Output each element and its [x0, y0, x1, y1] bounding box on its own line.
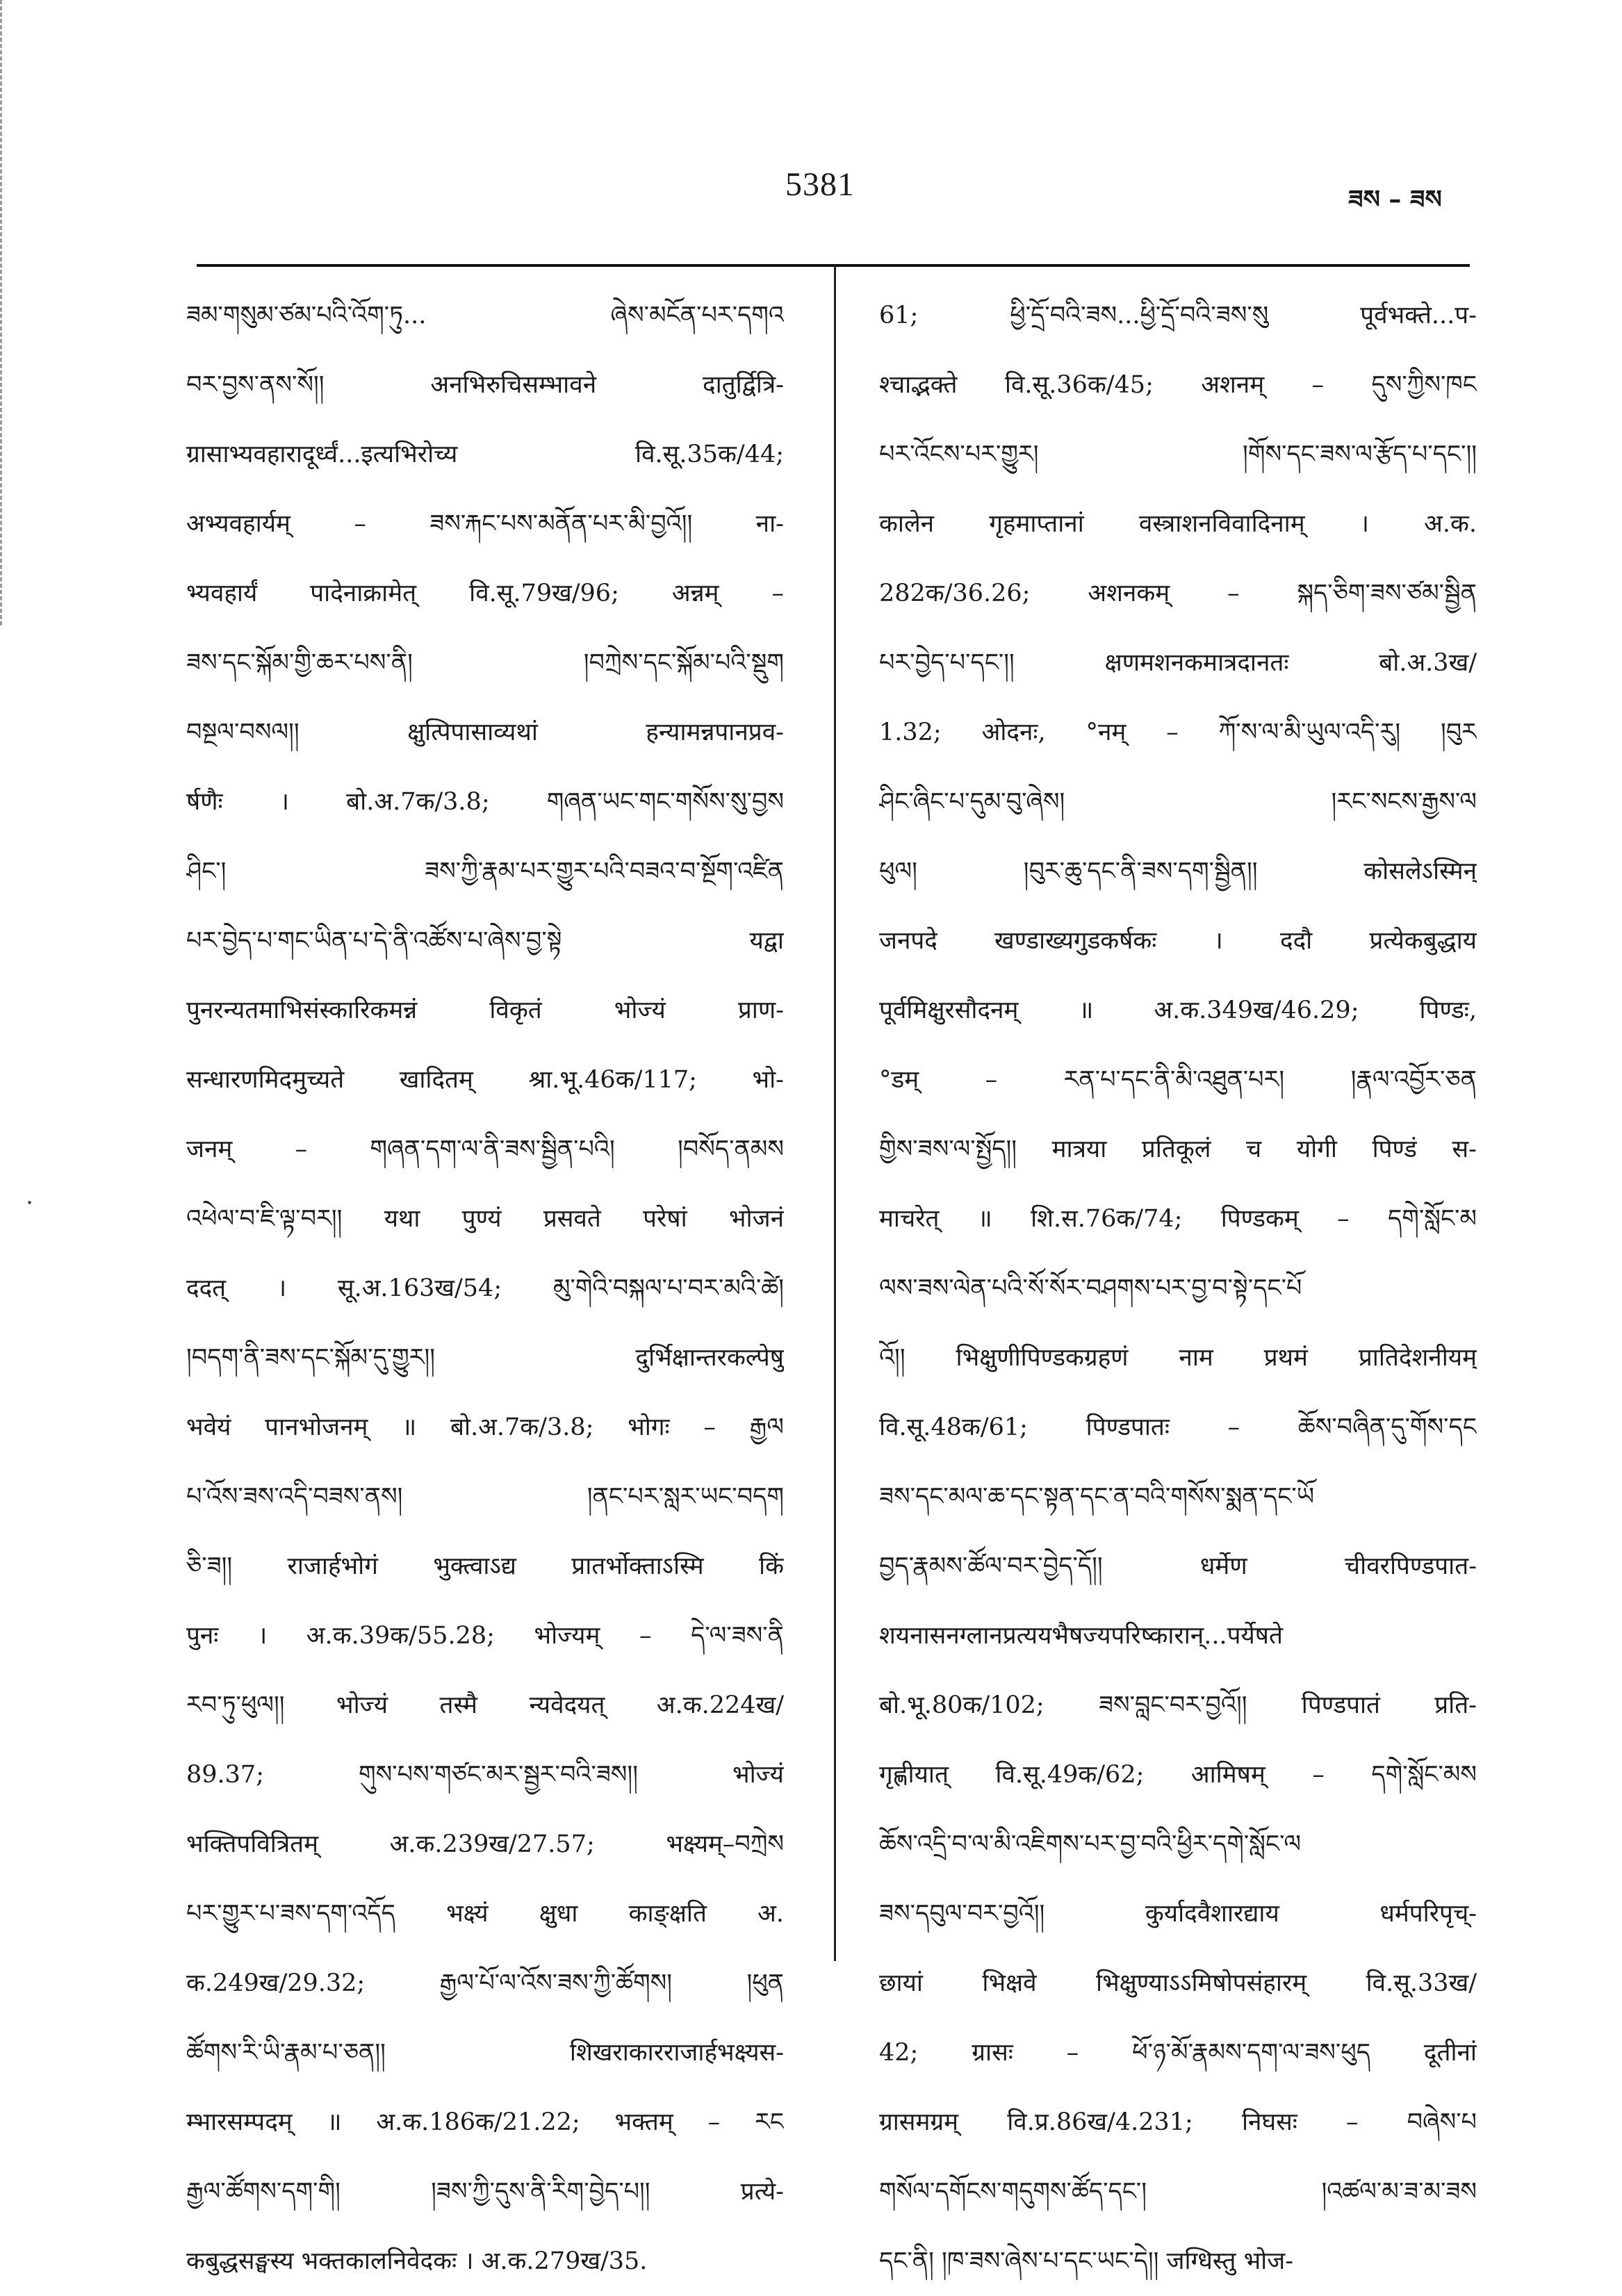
text-line: 89.37; གུས་པས་གཙང་མར་སྦྱར་བའི་ཟས།། भोज्यं [186, 1761, 784, 1789]
text-line: པར་བྱེད་པ་དང་།། क्षणमशनकमात्रदानतः बो.अ.3ख/ [879, 649, 1477, 677]
text-line: ཟམ་གསུམ་ཙམ་པའི་འོག་ཏུ... ཞེས་མངོན་པར་དགའ [186, 302, 784, 329]
text-line: जनम् – གཞན་དག་ལ་ནི་ཟས་སྦྱིན་པའི། །བསོད་ནམས [186, 1135, 784, 1163]
text-line: 42; ग्रासः – ཕོ་ཉ་མོ་རྣམས་དག་ལ་ཟས་ཕུད दूतीनां [879, 2039, 1477, 2067]
text-line: འོ།། भिक्षुणीपिण्डकग्रहणं नाम प्रथमं प्रातिदेशनीयम् [879, 1344, 1477, 1372]
text-line: ཟས་དང་སྐོམ་གྱི་ཆར་པས་ནི། །བཀྲེས་དང་སྐོམ་པའི་སྡུག [186, 649, 784, 677]
text-line: ग्रासमग्रम् वि.प्र.86ख/4.231; निघसः – བཞེས་པ [879, 2108, 1477, 2136]
text-line: པ་འོས་ཟས་འདི་བཟས་ནས། །ནང་པར་སླར་ཡང་བདག [186, 1483, 784, 1511]
text-line: པར་འོངས་པར་གྱུར། །གོས་དང་ཟས་ལ་རྩོད་པ་དང་།། [879, 441, 1477, 468]
text-line: ཤིང་ཞིང་པ་དུམ་བུ་ཞེས། །རང་སངས་རྒྱས་ལ [879, 788, 1477, 816]
page-number: 5381 [785, 166, 855, 203]
scan-edge-marks [0, 0, 9, 625]
text-line: शयनासनग्लानप्रत्ययभैषज्यपरिष्कारान्...पर्येषते [879, 1622, 1283, 1650]
text-line: 1.32; ओदनः, °नम् – ཀོ་ས་ལ་མི་ཡུལ་འདི་རུ། །བུར [879, 719, 1477, 746]
text-line: र्षणैः । बो.अ.7क/3.8; གཞན་ཡང་གང་གསོས་སུ་བྱས [186, 788, 784, 816]
text-line: ཕུལ། །བུར་ཆུ་དང་ནི་ཟས་དག་སྦྱིན།། कोसलेऽस्मिन् [879, 858, 1477, 885]
text-line: གསོལ་དགོངས་གདུགས་ཚོད་དང་། །འཚལ་མ་ཟ་མ་ཟས [879, 2178, 1477, 2206]
text-line: 282क/36.26; अशनकम् – སྐད་ཅིག་ཟས་ཙམ་སྦྱིན [879, 580, 1477, 607]
text-line: བྱད་རྣམས་ཚོལ་བར་བྱེད་དོ།། धर्मेण चीवरपिण्डपात- [879, 1552, 1477, 1580]
scan-speck [28, 1201, 31, 1204]
text-line: बो.भू.80क/102; ཟས་བླང་བར་བྱའོ།། पिण्डपातं प्रति- [879, 1691, 1477, 1719]
text-line: म्भारसम्पदम् ॥ अ.क.186क/21.22; भक्तम् – རང [186, 2108, 784, 2136]
text-line: བར་བྱས་ནས་སོ།། अनभिरुचिसम्भावने दातुर्द्वित्रि- [186, 371, 784, 399]
text-line: ཆོས་འདྲི་བ་ལ་མི་འཇིགས་པར་བྱ་བའི་ཕྱིར་དགེ་སློང་ལ [879, 1830, 1302, 1858]
text-line: भक्तिपवित्रितम् अ.क.239ख/27.57; भक्ष्यम्–བཀྲེས [186, 1830, 784, 1858]
text-line: भवेयं पानभोजनम् ॥ बो.अ.7क/3.8; भोगः – རྒྱལ [186, 1413, 784, 1441]
text-line: པར་བྱེད་པ་གང་ཡིན་པ་དེ་ནི་འཚོས་པ་ཞེས་བྱ་སྟེ यद्वा [186, 927, 784, 955]
text-line: भ्यवहार्यं पादेनाक्रामेत् वि.सू.79ख/96; अन्नम् – [186, 580, 784, 607]
text-line: कबुद्धसङ्घस्य भक्तकालनिवेदकः । अ.क.279ख/35. [186, 2247, 648, 2275]
text-line: གྱིས་ཟས་ལ་སྤྱོད།། मात्रया प्रतिकूलं च योगी पिण्डं स- [879, 1135, 1477, 1163]
right-column [879, 281, 1477, 2296]
text-line: འཕེལ་བ་ཇི་ལྟ་བར།། यथा पुण्यं प्रसवते परेषां भोजनं [186, 1205, 784, 1233]
text-line: माचरेत् ॥ शि.स.76क/74; पिण्डकम् – དགེ་སློང་མ [879, 1205, 1477, 1233]
text-line: क.249ख/29.32; རྒྱལ་པོ་ལ་འོས་ཟས་ཀྱི་ཚོགས། །ཕུན [186, 1969, 784, 1997]
text-line: ཚོགས་རི་ཡི་རྣམ་པ་ཅན།། शिखराकारराजार्हभक्ष्यस- [186, 2039, 784, 2067]
text-line: कालेन गृहमाप्तानां वस्त्राशनविवादिनाम् । अ.क. [879, 510, 1477, 538]
text-line: 61; ཕྱི་དྲོ་བའི་ཟས...ཕྱི་དྲོ་བའི་ཟས་སུ पूर्वभक्ते...प- [879, 302, 1477, 329]
text-line: सन्धारणमिदमुच्यते खादितम् श्रा.भू.46क/117; भो- [186, 1066, 784, 1094]
text-line: །བདག་ནི་ཟས་དང་སྐོམ་དུ་གྱུར།། दुर्भिक्षान्तरकल्पेषु [186, 1344, 784, 1372]
text-line: पूर्वमिक्षुरसौदनम् ॥ अ.क.349ख/46.29; पिण्डः, [879, 997, 1477, 1024]
text-line: རྒྱལ་ཚོགས་དག་གི། །ཟས་ཀྱི་དུས་ནི་རིག་བྱེད་པ།། प्रत्ये- [186, 2178, 784, 2206]
text-line: ཅི་ཟ།། राजार्हभोगं भुक्त्वाऽद्य प्रातर्भोक्ताऽस्मि किं [186, 1552, 784, 1580]
text-line: गृह्णीयात् वि.सू.49क/62; आमिषम् – དགེ་སློང་མས [879, 1761, 1477, 1789]
text-line: अभ्यवहार्यम् – ཟས་རྐང་པས་མནོན་པར་མི་བྱའོ།། ना- [186, 510, 784, 538]
text-line: छायां भिक्षवे भिक्षुण्याऽऽमिषोपसंहारम् वि.सू.33ख/ [879, 1969, 1477, 1997]
text-line: དང་ནི། །ཁ་ཟས་ཞེས་པ་དང་ཡང་དེ།། जग्धिस्तु भोज- [879, 2247, 1294, 2275]
header-rule [197, 264, 1470, 267]
text-line: जनपदे खण्डाख्यगुडकर्षकः । ददौ प्रत्येकबुद्धाय [879, 927, 1477, 955]
left-column [186, 281, 784, 2296]
text-line: པར་གྱུར་པ་ཟས་དག་འདོད भक्ष्यं क्षुधा काङ्क्षति अ. [186, 1900, 784, 1928]
text-line: °डम् – རན་པ་དང་ནི་མི་འཐུན་པར། །རྣལ་འབྱོར་ཅན [879, 1066, 1477, 1094]
text-line: ग्रासाभ्यवहारादूर्ध्वं...इत्यभिरोच्य वि.सू.35क/44; [186, 441, 784, 468]
text-line: ददत् । सू.अ.163ख/54; མུ་གེའི་བསྐལ་པ་བར་མའི་ཚེ། [186, 1274, 784, 1302]
text-line: पुनः । अ.क.39क/55.28; भोज्यम् – དེ་ལ་ཟས་ནི [186, 1622, 784, 1650]
text-line: ཟས་དང་མལ་ཆ་དང་སྟན་དང་ན་བའི་གསོས་སྨན་དང་ཡོ [879, 1483, 1315, 1511]
text-line: རབ་ཏུ་ཕུལ།། भोज्यं तस्मै न्यवेदयत् अ.क.224ख/ [186, 1691, 784, 1719]
text-line: ལས་ཟས་ལེན་པའི་སོ་སོར་བཤགས་པར་བྱ་བ་སྟེ་དང་པོ [879, 1274, 1302, 1302]
text-line: वि.सू.48क/61; पिण्डपातः – ཆོས་བཞིན་དུ་གོས་དང [879, 1413, 1477, 1441]
text-line: पुनरन्यतमाभिसंस्कारिकमन्नं विकृतं भोज्यं प्राण- [186, 997, 784, 1024]
text-line: ཤིང་། ཟས་ཀྱི་རྣམ་པར་གྱུར་པའི་བཟའ་བ་སྔོག་འཛིན [186, 858, 784, 885]
text-line: श्चाद्भक्ते वि.सू.36क/45; अशनम् – དུས་ཀྱིས་ཁང [879, 371, 1477, 399]
running-head: ཟས – ཟས [1348, 186, 1442, 214]
text-line: ཟས་དབུལ་བར་བྱའོ།། कुर्यादवैशारद्याय धर्मपरिपृच्- [879, 1900, 1477, 1928]
column-divider [834, 265, 836, 1961]
text-line: བསྔལ་བསལ།། क्षुत्पिपासाव्यथां हन्यामन्नपानप्रव- [186, 719, 784, 746]
